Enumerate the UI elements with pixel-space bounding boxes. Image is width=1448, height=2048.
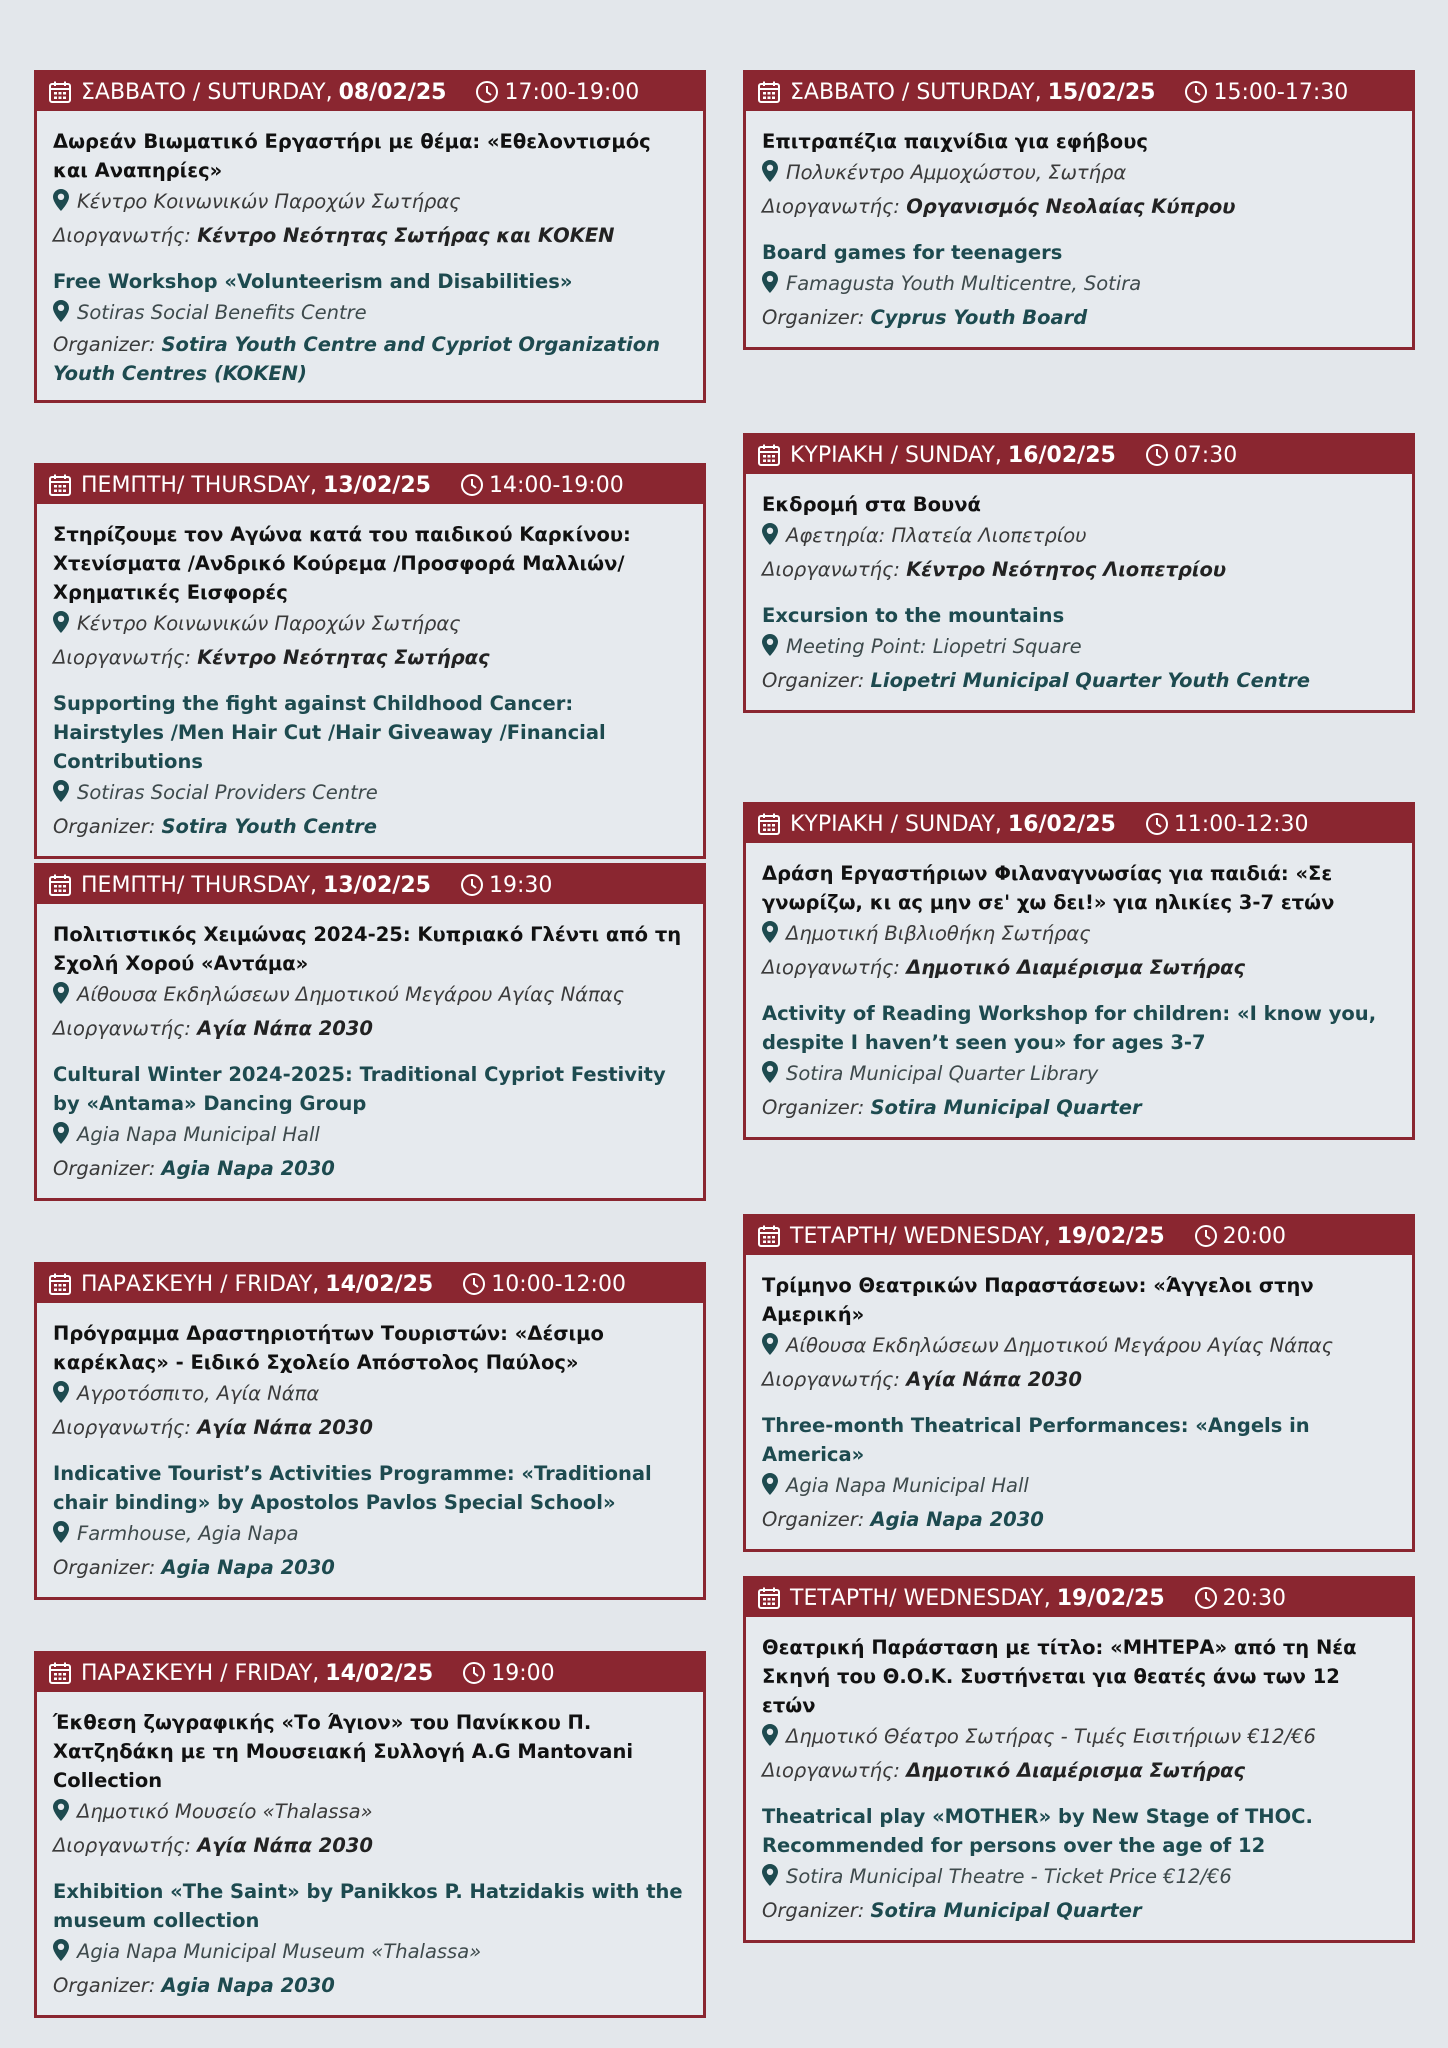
event-organizer-greek [762, 1363, 1396, 1397]
event-day: ΤΕΤΑΡΤΗ/ WEDNESDAY, [790, 1585, 1051, 1611]
event-body [37, 1303, 703, 1597]
event-header [746, 436, 1412, 474]
event-title-greek: Θεατρική Παράσταση με τίτλο: «ΜΗΤΕΡΑ» από τη Νέα Σκηνή του Θ.Ο.Κ. Συστήνεται για θεατές άνω των 12 ετών [762, 1636, 1357, 1717]
location-text: Δημοτικό Θέατρο Σωτήρας - Τιμές Εισιτήριων €12/€6 [786, 1725, 1316, 1748]
event-header [746, 805, 1412, 843]
event-title-english: Cultural Winter 2024-2025: Traditional Cypriot Festivity by «Antama» Dancing Group [53, 1063, 666, 1115]
clock-icon [1193, 1223, 1219, 1249]
organizer-label: Διοργανωτής: [762, 1368, 900, 1391]
location-text: Farmhouse, Agia Napa [77, 1522, 299, 1545]
organizer-name: Liopetri Municipal Quarter Youth Centre [870, 669, 1310, 692]
organizer-name: Κέντρο Νεότητος Λιοπετρίου [906, 558, 1227, 581]
event-organizer-english [53, 330, 687, 388]
calendar-icon [756, 1223, 782, 1249]
location-text: Αίθουσα Εκδηλώσεων Δημοτικού Μεγάρου Αγίας Νάπας [786, 1334, 1334, 1357]
organizer-label: Διοργανωτής: [53, 224, 191, 247]
event-card [34, 1651, 706, 2018]
event-body [746, 843, 1412, 1137]
event-location-english [53, 776, 687, 810]
greek-block [53, 127, 687, 253]
calendar-icon [756, 811, 782, 837]
location-pin-icon [53, 610, 69, 632]
greek-block [762, 1633, 1396, 1788]
event-organizer-english [53, 1969, 687, 2003]
location-pin-icon [762, 159, 778, 181]
greek-block [53, 520, 687, 675]
event-location-greek [53, 185, 687, 219]
event-header [37, 866, 703, 904]
location-pin-icon [762, 1472, 778, 1494]
event-day: ΣΑΒΒΑΤΟ / SUTURDAY, [81, 79, 333, 105]
location-pin-icon [53, 1798, 69, 1820]
organizer-label: Διοργανωτής: [762, 195, 900, 218]
event-organizer-english [762, 1503, 1396, 1537]
greek-block [53, 1708, 687, 1863]
event-card [743, 802, 1415, 1140]
event-title-greek: Εκδρομή στα Βουνά [762, 493, 981, 516]
clock-icon [1193, 1585, 1219, 1611]
organizer-name: Αγία Νάπα 2030 [197, 1416, 373, 1439]
event-date: 19/02/25 [1056, 1585, 1165, 1611]
organizer-label: Organizer: [762, 306, 865, 329]
location-text: Famagusta Youth Multicentre, Sotira [786, 272, 1142, 295]
event-title-english: Indicative Tourist’s Activities Programme: «Traditional chair binding» by Apostolos Pavlos Special School» [53, 1462, 652, 1514]
event-location-english [53, 1935, 687, 1969]
event-location-english [762, 630, 1396, 664]
event-day: ΚΥΡΙΑΚΗ / SUNDAY, [790, 811, 1002, 837]
organizer-name: Sotira Youth Centre and Cypriot Organization Youth Centres (KOKEN) [53, 333, 661, 385]
event-day: ΠΑΡΑΣΚΕΥΗ / FRIDAY, [81, 1660, 320, 1686]
location-text: Agia Napa Municipal Hall [77, 1123, 320, 1146]
organizer-label: Διοργανωτής: [762, 956, 900, 979]
event-organizer-english [53, 1551, 687, 1585]
clock-icon [459, 872, 485, 898]
greek-block [762, 127, 1396, 224]
event-location-greek [53, 607, 687, 641]
event-header [37, 1265, 703, 1303]
location-text: Αφετηρία: Πλατεία Λιοπετρίου [786, 524, 1087, 547]
organizer-name: Κέντρο Νεότητας Σωτήρας και ΚΟΚΕΝ [197, 224, 615, 247]
event-time: 20:30 [1222, 1585, 1287, 1611]
calendar-icon [47, 1660, 73, 1686]
event-date: 14/02/25 [325, 1660, 434, 1686]
organizer-label: Διοργανωτής: [53, 1017, 191, 1040]
calendar-icon [47, 79, 73, 105]
greek-block [762, 1271, 1396, 1397]
location-pin-icon [53, 1380, 69, 1402]
event-title-greek: Πρόγραμμα Δραστηριοτήτων Τουριστών: «Δέσιμο καρέκλας» - Ειδικό Σχολείο Απόστολος Παύλος» [53, 1322, 604, 1374]
organizer-label: Organizer: [762, 1508, 865, 1531]
calendar-icon [47, 472, 73, 498]
event-card [743, 70, 1415, 350]
event-title-english: Excursion to the mountains [762, 604, 1065, 627]
event-day: ΤΕΤΑΡΤΗ/ WEDNESDAY, [790, 1223, 1051, 1249]
location-pin-icon [762, 1723, 778, 1745]
location-text: Δημοτικό Μουσείο «Thalassa» [77, 1800, 373, 1823]
organizer-name: Αγία Νάπα 2030 [197, 1017, 373, 1040]
event-body [37, 904, 703, 1198]
event-time: 19:30 [488, 872, 553, 898]
event-body [37, 111, 703, 400]
event-time: 17:00-19:00 [504, 79, 640, 105]
event-location-english [53, 1517, 687, 1551]
event-location-greek [53, 1795, 687, 1829]
event-time: 15:00-17:30 [1213, 79, 1349, 105]
organizer-name: Agia Napa 2030 [161, 1974, 335, 1997]
calendar-icon [756, 79, 782, 105]
clock-icon [459, 472, 485, 498]
location-pin-icon [53, 188, 69, 210]
event-organizer-greek [762, 553, 1396, 587]
event-time: 14:00-19:00 [488, 472, 624, 498]
event-time: 11:00-12:30 [1173, 811, 1309, 837]
organizer-label: Organizer: [762, 1899, 865, 1922]
organizer-label: Διοργανωτής: [762, 558, 900, 581]
event-organizer-greek [53, 1411, 687, 1445]
english-block [53, 1060, 687, 1186]
event-title-greek: Πολιτιστικός Χειμώνας 2024-25: Κυπριακό Γλέντι από τη Σχολή Χορού «Αντάμα» [53, 923, 682, 975]
location-text: Meeting Point: Liopetri Square [786, 635, 1082, 658]
location-text: Sotira Municipal Theatre - Ticket Price €12/€6 [786, 1865, 1232, 1888]
event-header [746, 73, 1412, 111]
event-organizer-english [53, 810, 687, 844]
event-date: 15/02/25 [1047, 79, 1156, 105]
event-header [746, 1579, 1412, 1617]
event-title-english: Exhibition «The Saint» by Panikkos P. Hatzidakis with the museum collection [53, 1880, 683, 1932]
event-time: 19:00 [491, 1660, 555, 1686]
location-pin-icon [53, 299, 69, 321]
event-organizer-english [762, 1894, 1396, 1928]
english-block [762, 1411, 1396, 1537]
event-organizer-english [762, 301, 1396, 335]
organizer-label: Organizer: [762, 1096, 865, 1119]
clock-icon [474, 79, 500, 105]
event-location-english [53, 1118, 687, 1152]
organizer-name: Cyprus Youth Board [870, 306, 1088, 329]
clock-icon [461, 1271, 487, 1297]
organizer-name: Αγία Νάπα 2030 [197, 1834, 373, 1857]
location-pin-icon [762, 1863, 778, 1885]
location-pin-icon [53, 1520, 69, 1542]
event-organizer-greek [53, 1829, 687, 1863]
event-body [746, 474, 1412, 710]
event-body [746, 1617, 1412, 1940]
event-location-greek [762, 917, 1396, 951]
organizer-label: Διοργανωτής: [53, 1416, 191, 1439]
event-organizer-english [762, 1091, 1396, 1125]
event-title-greek: Έκθεση ζωγραφικής «Το Άγιον» του Πανίκκου Π. Χατζηδάκη με τη Μουσειακή Συλλογή A.G Mantovani Collection [53, 1711, 634, 1792]
event-body [37, 504, 703, 856]
location-pin-icon [53, 779, 69, 801]
event-body [746, 111, 1412, 347]
organizer-name: Sotira Municipal Quarter [870, 1899, 1142, 1922]
event-date: 13/02/25 [323, 872, 431, 898]
event-date: 14/02/25 [325, 1271, 434, 1297]
english-block [762, 1802, 1396, 1928]
location-text: Δημοτική Βιβλιοθήκη Σωτήρας [786, 922, 1091, 945]
location-text: Agia Napa Municipal Museum «Thalassa» [77, 1940, 482, 1963]
location-text: Sotira Municipal Quarter Library [786, 1062, 1099, 1085]
event-card [34, 863, 706, 1201]
calendar-icon [756, 442, 782, 468]
location-text: Agia Napa Municipal Hall [786, 1474, 1029, 1497]
location-pin-icon [53, 1938, 69, 1960]
location-text: Αίθουσα Εκδηλώσεων Δημοτικού Μεγάρου Αγίας Νάπας [77, 983, 625, 1006]
event-header [37, 466, 703, 504]
event-body [37, 1692, 703, 2015]
location-pin-icon [53, 981, 69, 1003]
english-block [762, 999, 1396, 1125]
english-block [53, 1459, 687, 1585]
location-text: Αγροτόσπιτο, Αγία Νάπα [77, 1382, 320, 1405]
organizer-name: Δημοτικό Διαμέρισμα Σωτήρας [906, 956, 1246, 979]
location-text: Κέντρο Κοινωνικών Παροχών Σωτήρας [77, 612, 461, 635]
calendar-icon [756, 1585, 782, 1611]
location-pin-icon [762, 1332, 778, 1354]
clock-icon [461, 1660, 487, 1686]
event-location-english [762, 267, 1396, 301]
organizer-name: Οργανισμός Νεολαίας Κύπρου [906, 195, 1236, 218]
event-time: 07:30 [1173, 442, 1238, 468]
organizer-label: Organizer: [53, 815, 156, 838]
event-day: ΠΑΡΑΣΚΕΥΗ / FRIDAY, [81, 1271, 320, 1297]
greek-block [762, 859, 1396, 985]
event-title-english: Free Workshop «Volunteerism and Disabilities» [53, 270, 573, 293]
location-pin-icon [53, 1121, 69, 1143]
event-header [37, 1654, 703, 1692]
event-organizer-greek [53, 219, 687, 253]
organizer-label: Organizer: [53, 1556, 156, 1579]
event-title-english: Three-month Theatrical Performances: «Angels in America» [762, 1414, 1310, 1466]
event-organizer-greek [762, 1754, 1396, 1788]
organizer-label: Organizer: [762, 669, 865, 692]
event-title-greek: Δράση Εργαστήριων Φιλαναγνωσίας για παιδιά: «Σε γνωρίζω, κι ας μην σε' χω δει!» για ηλικίες 3-7 ετών [762, 862, 1335, 914]
event-date: 16/02/25 [1007, 442, 1116, 468]
location-pin-icon [762, 270, 778, 292]
english-block [53, 689, 687, 844]
organizer-name: Δημοτικό Διαμέρισμα Σωτήρας [906, 1759, 1246, 1782]
organizer-name: Sotira Youth Centre [161, 815, 377, 838]
event-card [743, 1576, 1415, 1943]
event-title-greek: Τρίμηνο Θεατρικών Παραστάσεων: «Άγγελοι στην Αμερική» [762, 1274, 1314, 1326]
event-header [746, 1217, 1412, 1255]
event-title-greek: Δωρεάν Βιωματικό Εργαστήρι με θέμα: «Εθελοντισμός και Αναπηρίες» [53, 130, 651, 182]
english-block [53, 267, 687, 388]
event-organizer-greek [762, 951, 1396, 985]
event-location-greek [53, 1377, 687, 1411]
event-title-english: Activity of Reading Workshop for children: «I know you, despite I haven’t seen you» for ages 3-7 [762, 1002, 1377, 1054]
organizer-label: Διοργανωτής: [762, 1759, 900, 1782]
event-date: 08/02/25 [338, 79, 447, 105]
event-card [34, 463, 706, 859]
location-text: Πολυκέντρο Αμμοχώστου, Σωτήρα [786, 161, 1127, 184]
english-block [53, 1877, 687, 2003]
event-time: 10:00-12:00 [491, 1271, 626, 1297]
organizer-label: Organizer: [53, 1974, 156, 1997]
location-pin-icon [762, 633, 778, 655]
event-day: ΚΥΡΙΑΚΗ / SUNDAY, [790, 442, 1002, 468]
event-location-greek [762, 1720, 1396, 1754]
event-location-english [762, 1057, 1396, 1091]
event-card [34, 1262, 706, 1600]
event-title-english: Board games for teenagers [762, 241, 1063, 264]
clock-icon [1183, 79, 1209, 105]
location-text: Κέντρο Κοινωνικών Παροχών Σωτήρας [77, 190, 461, 213]
event-location-english [762, 1860, 1396, 1894]
calendar-icon [47, 1271, 73, 1297]
calendar-icon [47, 872, 73, 898]
event-card [743, 433, 1415, 713]
organizer-name: Κέντρο Νεότητας Σωτήρας [197, 646, 490, 669]
event-title-greek: Επιτραπέζια παιχνίδια για εφήβους [762, 130, 1148, 153]
event-title-english: Theatrical play «MOTHER» by New Stage of THOC. Recommended for persons over the age of 12 [762, 1805, 1313, 1857]
event-location-greek [762, 519, 1396, 553]
organizer-label: Organizer: [53, 333, 156, 356]
event-title-english: Supporting the fight against Childhood Cancer: Hairstyles /Men Hair Cut /Hair Giveaway /Financial Contributions [53, 692, 606, 773]
location-pin-icon [762, 522, 778, 544]
event-location-greek [53, 978, 687, 1012]
event-organizer-greek [53, 1012, 687, 1046]
location-pin-icon [762, 1060, 778, 1082]
organizer-name: Agia Napa 2030 [870, 1508, 1044, 1531]
event-title-greek: Στηρίζουμε τον Αγώνα κατά του παιδικού Καρκίνου: Χτενίσματα /Ανδρικό Κούρεμα /Προσφορά Μαλλιών/Χρηματικές Εισφορές [53, 523, 631, 604]
event-organizer-greek [762, 190, 1396, 224]
event-organizer-greek [53, 641, 687, 675]
event-body [746, 1255, 1412, 1549]
greek-block [53, 920, 687, 1046]
english-block [762, 601, 1396, 698]
clock-icon [1144, 442, 1170, 468]
event-date: 19/02/25 [1056, 1223, 1165, 1249]
organizer-name: Agia Napa 2030 [161, 1157, 335, 1180]
location-text: Sotiras Social Benefits Centre [77, 301, 367, 324]
organizer-name: Sotira Municipal Quarter [870, 1096, 1142, 1119]
greek-block [762, 490, 1396, 587]
english-block [762, 238, 1396, 335]
organizer-label: Διοργανωτής: [53, 1834, 191, 1857]
organizer-name: Αγία Νάπα 2030 [906, 1368, 1082, 1391]
organizer-label: Organizer: [53, 1157, 156, 1180]
event-location-english [762, 1469, 1396, 1503]
location-pin-icon [762, 920, 778, 942]
event-card [743, 1214, 1415, 1552]
event-card [34, 70, 706, 403]
event-day: ΠΕΜΠΤΗ/ THURSDAY, [81, 872, 318, 898]
clock-icon [1144, 811, 1170, 837]
event-header [37, 73, 703, 111]
event-location-greek [762, 1329, 1396, 1363]
event-organizer-english [53, 1152, 687, 1186]
organizer-label: Διοργανωτής: [53, 646, 191, 669]
event-day: ΠΕΜΠΤΗ/ THURSDAY, [81, 472, 318, 498]
event-date: 13/02/25 [323, 472, 431, 498]
event-location-english [53, 296, 687, 330]
greek-block [53, 1319, 687, 1445]
location-text: Sotiras Social Providers Centre [77, 781, 378, 804]
event-location-greek [762, 156, 1396, 190]
organizer-name: Agia Napa 2030 [161, 1556, 335, 1579]
event-day: ΣΑΒΒΑΤΟ / SUTURDAY, [790, 79, 1042, 105]
event-date: 16/02/25 [1007, 811, 1116, 837]
event-time: 20:00 [1222, 1223, 1287, 1249]
event-organizer-english [762, 664, 1396, 698]
